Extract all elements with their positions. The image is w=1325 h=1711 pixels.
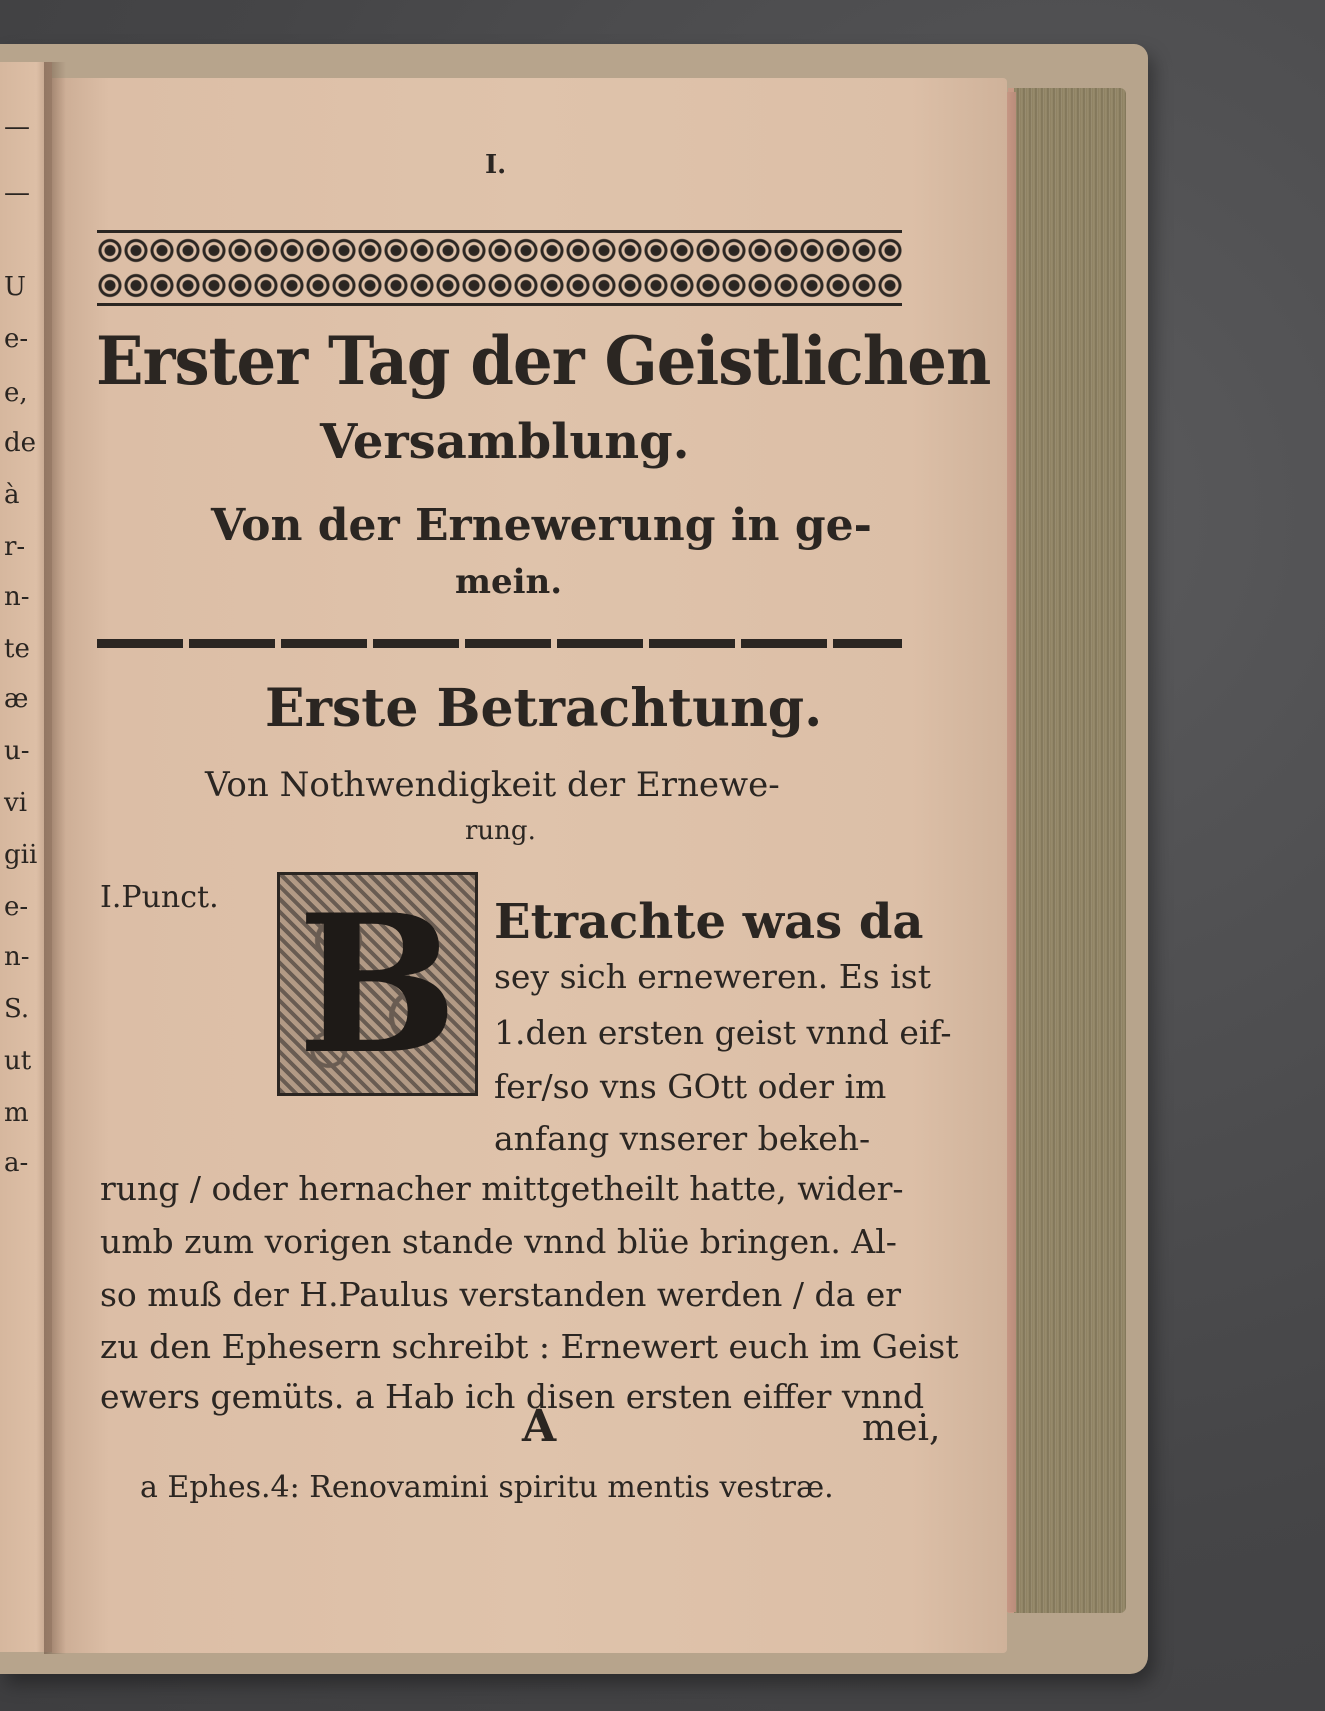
ornament-band: [97, 230, 902, 306]
catchword: mei,: [862, 1408, 941, 1449]
page-block-edges: [1008, 88, 1126, 1613]
section-subheading-line-1: Von Nothwendigkeit der Ernewe-: [205, 765, 780, 805]
left-fragment: te: [4, 634, 30, 664]
decorated-initial: [277, 872, 478, 1096]
left-fragment: —: [4, 112, 30, 142]
left-fragment: S.: [4, 994, 30, 1024]
subtitle-line-2: mein.: [455, 562, 563, 602]
left-fragment: a-: [4, 1148, 29, 1178]
point-label: I.Punct.: [100, 880, 219, 915]
signature-mark: A: [522, 1401, 557, 1452]
left-fragment: vi: [4, 788, 28, 818]
left-fragment: —: [4, 178, 30, 208]
body-line: anfang vnserer bekeh-: [494, 1119, 871, 1158]
section-rule: [97, 639, 902, 648]
gutter-shadow: [44, 62, 66, 1654]
left-fragment: m: [4, 1098, 29, 1128]
body-line: fer/so vns GOtt oder im: [494, 1067, 887, 1106]
body-line: 1.den ersten geist vnnd eif-: [494, 1013, 952, 1052]
body-line: umb zum vorigen stande vnnd blüe bringen. Al-: [100, 1222, 897, 1261]
body-line: zu den Ephesern schreibt : Ernewert euch im Geist: [100, 1327, 959, 1366]
body-line: rung / oder hernacher mittgetheilt hatte, wider-: [100, 1169, 904, 1208]
title-line-1: Erster Tag der Geistlichen: [96, 322, 991, 400]
section-subheading-line-2: rung.: [465, 816, 536, 846]
left-fragment: e-: [4, 324, 29, 354]
body-line: Etrachte was da: [494, 894, 924, 950]
left-fragment: n-: [4, 942, 30, 972]
body-line: ewers gemüts. a Hab ich disen ersten eiffer vnnd: [100, 1377, 925, 1416]
left-fragment: n-: [4, 582, 30, 612]
left-fragment: ut: [4, 1046, 32, 1076]
body-line: sey sich erneweren. Es ist: [494, 957, 931, 996]
left-fragment: de: [4, 428, 37, 458]
left-fragment: U: [4, 272, 26, 302]
subtitle-line-1: Von der Ernewerung in ge-: [211, 500, 872, 551]
title-line-2: Versamblung.: [320, 414, 690, 470]
left-fragment: e,: [4, 378, 28, 408]
section-heading: Erste Betrachtung.: [265, 678, 823, 739]
folio-number: I.: [485, 150, 507, 180]
left-fragment: æ: [4, 684, 29, 714]
footnote: a Ephes.4: Renovamini spiritu mentis vestræ.: [140, 1470, 834, 1505]
left-fragment: à: [4, 480, 20, 510]
initial-letter: B: [280, 875, 475, 1093]
left-fragment: e-: [4, 892, 29, 922]
left-fragment: u-: [4, 736, 30, 766]
body-line: so muß der H.Paulus verstanden werden / da er: [100, 1275, 902, 1314]
left-fragment: gii: [4, 840, 38, 870]
left-fragment: r-: [4, 532, 26, 562]
